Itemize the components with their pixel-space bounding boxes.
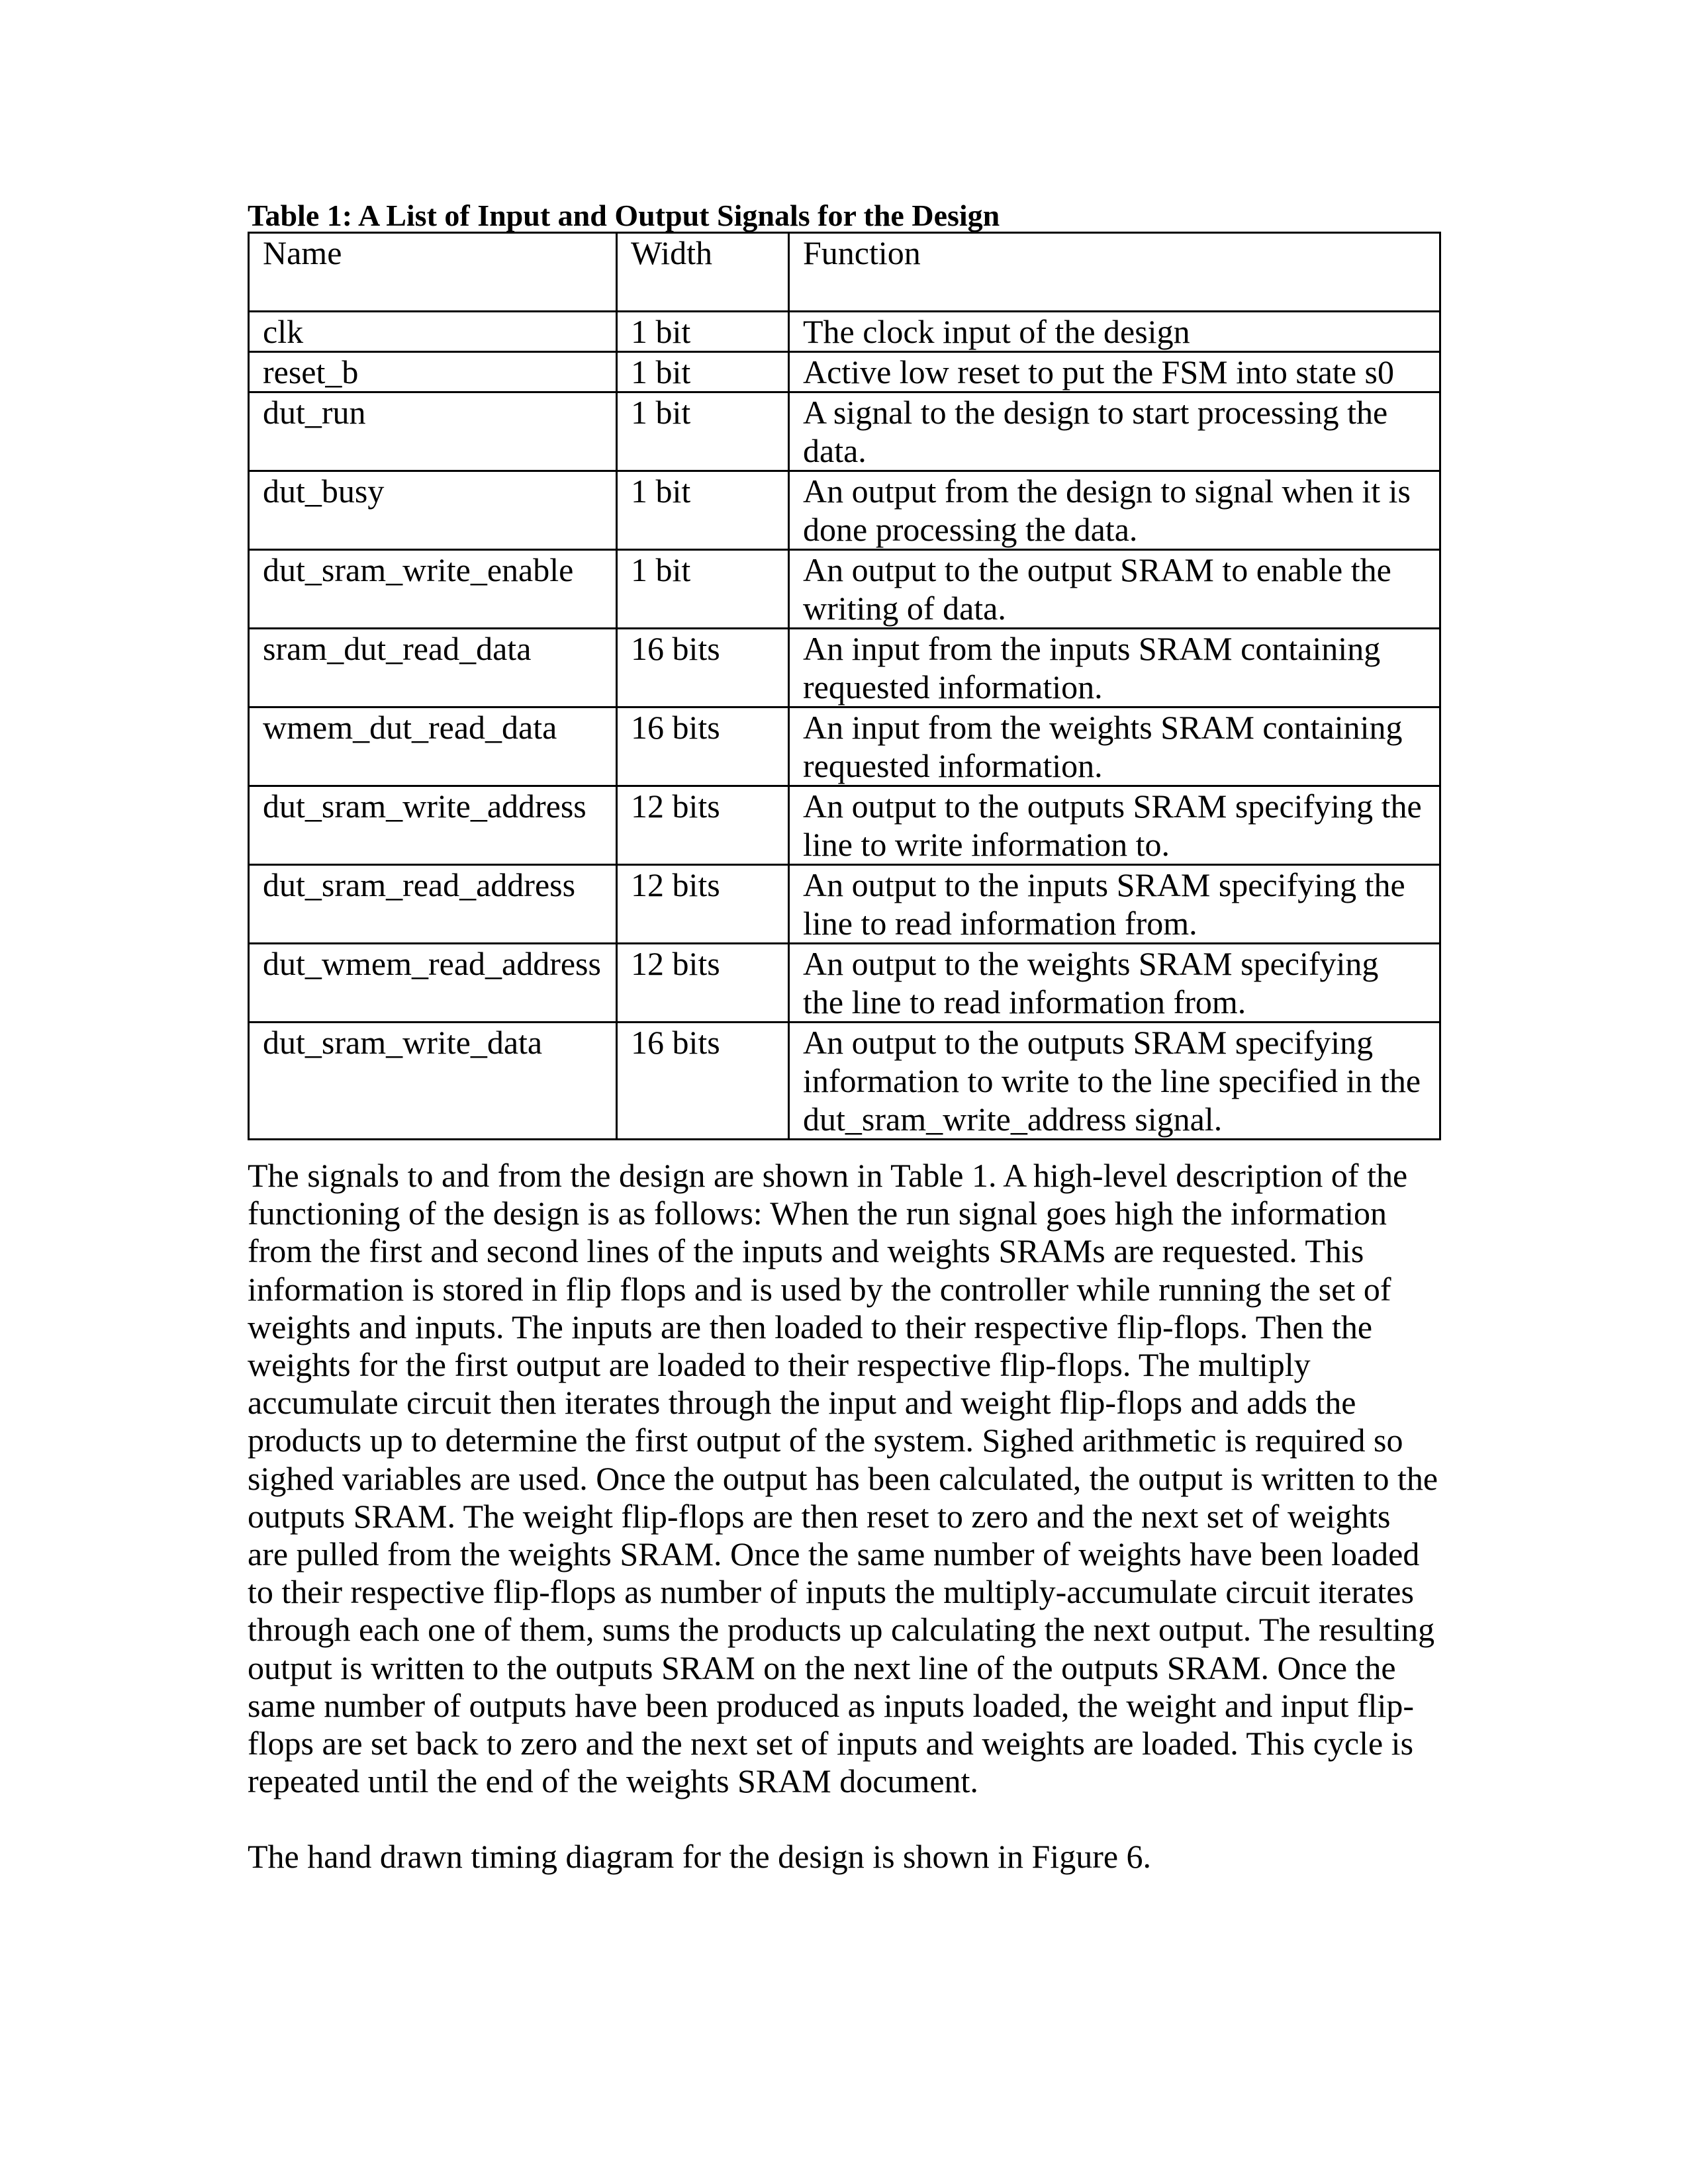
description-paragraph: The signals to and from the design are shown in Table 1. A high-level description of the functioning of the design is as follows: When the run signal goes high the information from the first and second lines of the inputs and weights SRAMs are requested. This information is stored in flip flops and is used by the controller while running the set of weights and inputs. The inputs are then loaded to their respective flip-flops. Then the weights for the first output are loaded to their respective flip-flops. The multiply accumulate circuit then iterates through the input and weight flip-flops and adds the products up to determine the first output of the system. Sighed arithmetic is required so sighed variables are used. Once the output has been calculated, the output is written to the outputs SRAM. The weight flip-flops are then reset to zero and the next set of weights are pulled from the weights SRAM. Once the same number of weights have been loaded to their respective flip-flops as number of inputs the multiply-accumulate circuit iterates through each one of them, sums the products up calculating the next output. The resulting output is written to the outputs SRAM on the next line of the outputs SRAM. Once the same number of outputs have been produced as inputs loaded, the weight and input flip-flops are set back to zero and the next set of inputs and weights are loaded. This cycle is repeated until the end of the weights SRAM document. bbox=[248, 1157, 1438, 1800]
table-row bbox=[249, 707, 1440, 786]
signal-name: dut_sram_write_enable bbox=[249, 550, 617, 629]
signal-width: 1 bit bbox=[617, 352, 789, 392]
signal-width: 16 bits bbox=[617, 629, 789, 707]
signal-width: 1 bit bbox=[617, 392, 789, 471]
signal-function: The clock input of the design bbox=[789, 312, 1440, 352]
signal-width: 1 bit bbox=[617, 550, 789, 629]
signal-name: sram_dut_read_data bbox=[249, 629, 617, 707]
column-header-name: Name bbox=[249, 233, 617, 312]
table-row bbox=[249, 1023, 1440, 1140]
signal-width: 12 bits bbox=[617, 865, 789, 944]
signal-name: reset_b bbox=[249, 352, 617, 392]
signal-function: An output from the design to signal when it is done processing the data. bbox=[789, 471, 1440, 550]
signal-function: An output to the outputs SRAM specifying the line to write information to. bbox=[789, 786, 1440, 865]
table-row bbox=[249, 865, 1440, 944]
signal-name: dut_wmem_read_address bbox=[249, 944, 617, 1023]
table-row bbox=[249, 629, 1440, 707]
signal-name: dut_busy bbox=[249, 471, 617, 550]
table-caption: Table 1: A List of Input and Output Signals for the Design bbox=[248, 199, 1000, 232]
signal-function: An input from the weights SRAM containing requested information. bbox=[789, 707, 1440, 786]
column-header-width: Width bbox=[617, 233, 789, 312]
table-header-row bbox=[249, 233, 1440, 312]
figure-reference-paragraph: The hand drawn timing diagram for the design is shown in Figure 6. bbox=[248, 1838, 1152, 1876]
signal-width: 12 bits bbox=[617, 944, 789, 1023]
table-row bbox=[249, 786, 1440, 865]
signal-function: An output to the weights SRAM specifying the line to read information from. bbox=[789, 944, 1440, 1023]
table-row bbox=[249, 352, 1440, 392]
signal-name: dut_sram_read_address bbox=[249, 865, 617, 944]
table-row bbox=[249, 944, 1440, 1023]
signal-name: clk bbox=[249, 312, 617, 352]
signal-width: 16 bits bbox=[617, 1023, 789, 1140]
table-row bbox=[249, 550, 1440, 629]
signals-table bbox=[248, 232, 1441, 1140]
signal-function: An output to the output SRAM to enable the writing of data. bbox=[789, 550, 1440, 629]
signal-name: wmem_dut_read_data bbox=[249, 707, 617, 786]
table-row bbox=[249, 392, 1440, 471]
signal-function: Active low reset to put the FSM into state s0 bbox=[789, 352, 1440, 392]
signal-function: An output to the inputs SRAM specifying the line to read information from. bbox=[789, 865, 1440, 944]
signal-width: 16 bits bbox=[617, 707, 789, 786]
signal-name: dut_sram_write_data bbox=[249, 1023, 617, 1140]
description-text bbox=[248, 1157, 1439, 1876]
signal-width: 1 bit bbox=[617, 312, 789, 352]
signal-function: An input from the inputs SRAM containing requested information. bbox=[789, 629, 1440, 707]
signal-function: An output to the outputs SRAM specifying information to write to the line specified in the dut_sram_write_address signal. bbox=[789, 1023, 1440, 1140]
signal-width: 12 bits bbox=[617, 786, 789, 865]
signal-name: dut_run bbox=[249, 392, 617, 471]
signal-width: 1 bit bbox=[617, 471, 789, 550]
column-header-function: Function bbox=[789, 233, 1440, 312]
signal-name: dut_sram_write_address bbox=[249, 786, 617, 865]
table-row bbox=[249, 312, 1440, 352]
signal-function: A signal to the design to start processing the data. bbox=[789, 392, 1440, 471]
table-row bbox=[249, 471, 1440, 550]
